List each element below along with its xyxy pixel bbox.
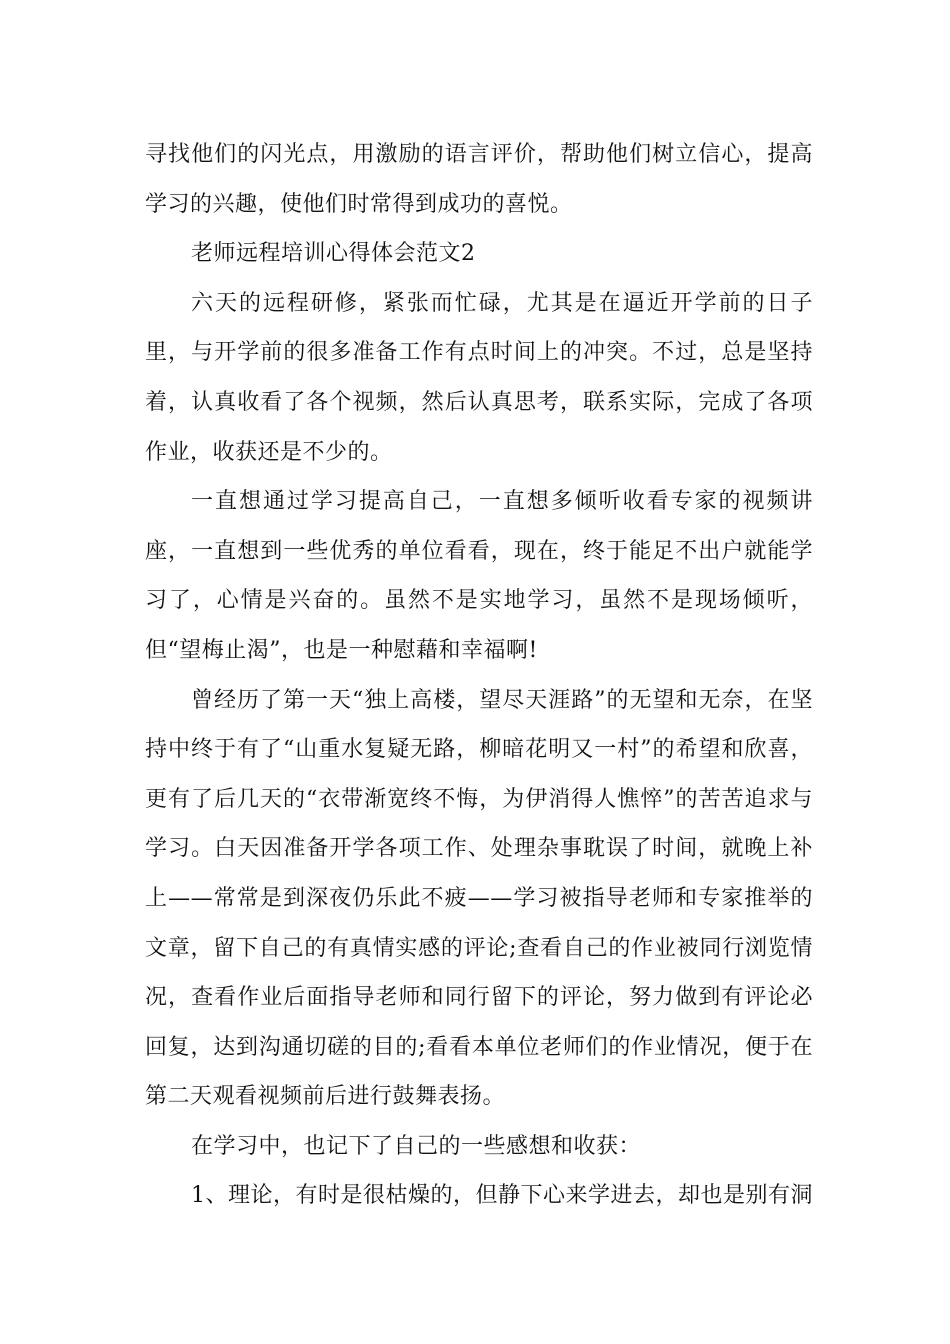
section-heading: 老师远程培训心得体会范文2 (191, 241, 476, 267)
paragraph-experience: 曾经历了第一天“独上高楼，望尽天涯路”的无望和无奈，在坚持中终于有了“山重水复疑无路，柳暗花明又一村”的希望和欣喜，更有了后几天的“衣带渐宽终不悔，为伊消得人憔悴”的苦苦追求与学习。白天因准备开学各项工作、处理杂事耽误了时间，就晚上补上——常常是到深夜仍乐此不疲——学习被指导老师和专家推举的文章，留下自己的有真情实感的评论;查看自己的作业被同行浏览情况，查看作业后面指导老师和同行留下的评论，努力做到有评论必回复，达到沟通切磋的目的;看看本单位老师们的作业情况，便于在第二天观看视频前后进行鼓舞表扬。 (145, 687, 813, 1110)
paragraph-point-1: 1、理论，有时是很枯燥的，但静下心来学进去，却也是别有洞 (191, 1183, 813, 1209)
document-body (145, 130, 813, 1221)
paragraph-reflection-intro: 在学习中，也记下了自己的一些感想和收获： (191, 1133, 642, 1159)
paragraph-continuation: 寻找他们的闪光点，用激励的语言评价，帮助他们树立信心，提高学习的兴趣，使他们时常得到成功的喜悦。 (145, 142, 813, 217)
paragraph-motivation: 一直想通过学习提高自己，一直想多倾听收看专家的视频讲座，一直想到一些优秀的单位看看，现在，终于能足不出户就能学习了，心情是兴奋的。虽然不是实地学习，虽然不是现场倾听，但“望梅止渴”，也是一种慰藉和幸福啊! (145, 489, 813, 663)
paragraph-intro: 六天的远程研修，紧张而忙碌，尤其是在逼近开学前的日子里，与开学前的很多准备工作有点时间上的冲突。不过，总是坚持着，认真收看了各个视频，然后认真思考，联系实际，完成了各项作业，收获还是不少的。 (145, 290, 813, 465)
